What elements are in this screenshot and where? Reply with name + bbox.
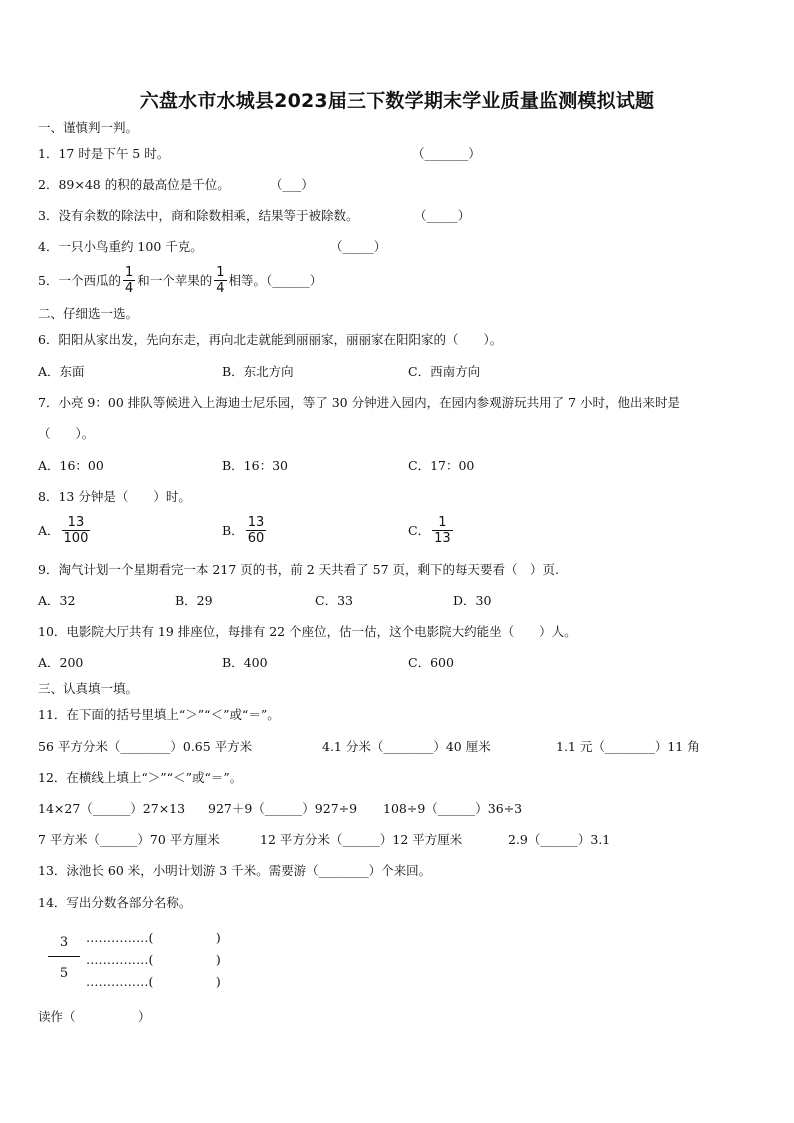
option-label: A．	[38, 522, 60, 538]
question-12-row2-item1[interactable]: 7 平方米（______）70 平方厘米	[38, 832, 220, 847]
question-11-item-2[interactable]: 4.1 分米（________）40 厘米	[322, 739, 491, 754]
fraction-numerator: 13	[247, 515, 265, 530]
question-7: 7．小亮 9：00 排队等候进入上海迪士尼乐园，等了 30 分钟进入园内，在园内参观游玩共用了 7 小时，他出来时是	[38, 395, 681, 410]
question-12-row1-item1[interactable]: 14×27（______）27×13	[38, 801, 186, 816]
question-7-option-a[interactable]: A．16：00	[38, 458, 104, 473]
option-label: B．	[222, 522, 244, 538]
fraction-one-quarter-b	[214, 266, 226, 297]
fraction-numerator: 1	[216, 265, 225, 280]
fraction-numerator: 13	[67, 515, 85, 530]
fraction-numerator: 1	[438, 515, 447, 530]
question-7-option-c[interactable]: C．17：00	[408, 458, 475, 473]
fraction-denominator: 100	[63, 531, 89, 547]
question-10-option-a[interactable]: A．200	[38, 655, 84, 670]
fraction-bar	[48, 956, 80, 957]
question-14: 14．写出分数各部分名称。	[38, 895, 192, 910]
question-12-row2-item2[interactable]: 12 平方分米（______）12 平方厘米	[260, 832, 463, 847]
question-12-row2-item3[interactable]: 2.9（______）3.1	[508, 832, 611, 847]
question-8-option-a[interactable]	[38, 516, 92, 547]
question-10-option-b[interactable]: B．400	[222, 655, 268, 670]
option-label: C．	[408, 522, 431, 538]
question-1-blank[interactable]: （_______）	[412, 146, 481, 161]
question-5-post[interactable]: 相等。（______）	[228, 272, 323, 288]
fraction-denominator: 60	[247, 531, 265, 547]
section-heading-fill: 三、认真填一填。	[38, 681, 139, 696]
fraction-13-100	[62, 516, 91, 547]
question-12: 12．在横线上填上“＞”“＜”或“＝”。	[38, 770, 243, 785]
denominator-name-blank[interactable]: ……………( )	[86, 974, 221, 989]
fraction-numerator: 3	[59, 935, 69, 950]
fraction-numerator: 1	[124, 265, 134, 280]
fraction-denominator: 4	[216, 281, 225, 297]
fraction-denominator: 13	[434, 531, 451, 547]
fraction-denominator: 4	[124, 281, 134, 297]
fraction-one-quarter-a	[123, 266, 135, 297]
question-3: 3．没有余数的除法中，商和除数相乘，结果等于被除数。	[38, 208, 359, 223]
question-8: 8．13 分钟是（ ）时。	[38, 489, 191, 504]
question-4-blank[interactable]: （_____）	[330, 239, 387, 254]
question-8-option-b[interactable]	[222, 516, 268, 547]
question-12-row1-item3[interactable]: 108÷9（______）36÷3	[383, 801, 523, 816]
question-13[interactable]: 13．泳池长 60 米，小明计划游 3 千米。需要游（________）个来回。	[38, 863, 432, 878]
question-1: 1．17 时是下午 5 时。	[38, 146, 170, 161]
question-9-option-b[interactable]: B．29	[175, 593, 213, 608]
question-5	[38, 266, 322, 297]
question-5-pre: 5．一个西瓜的	[38, 272, 121, 288]
question-11-item-3[interactable]: 1.1 元（________）11 角	[556, 739, 700, 754]
page-title: 六盘水市水城县2023届三下数学期末学业质量监测模拟试题	[139, 90, 655, 112]
question-7-blank[interactable]: （ ）。	[38, 426, 95, 441]
fraction-13-60	[246, 516, 267, 547]
question-10-option-c[interactable]: C．600	[408, 655, 454, 670]
question-4: 4．一只小鸟重约 100 千克。	[38, 239, 203, 254]
question-6-option-c[interactable]: C．西南方向	[408, 364, 481, 379]
question-9-option-c[interactable]: C．33	[315, 593, 353, 608]
question-6: 6．阳阳从家出发，先向东走，再向北走就能到丽丽家，丽丽家在阳阳家的（ ）。	[38, 332, 503, 347]
question-12-row1-item2[interactable]: 927＋9（______）927÷9	[208, 801, 358, 816]
question-11: 11．在下面的括号里填上“＞”“＜”或“＝”。	[38, 707, 280, 722]
question-9-option-d[interactable]: D．30	[453, 593, 492, 608]
question-11-item-1[interactable]: 56 平方分米（________）0.65 平方米	[38, 739, 253, 754]
question-3-blank[interactable]: （_____）	[414, 208, 471, 223]
section-heading-judge: 一、谨慎判一判。	[38, 120, 139, 135]
question-10: 10．电影院大厅共有 19 排座位，每排有 22 个座位，估一估，这个电影院大约能坐（ ）人。	[38, 624, 577, 639]
question-5-mid: 和一个苹果的	[137, 272, 213, 288]
question-2-blank[interactable]: （___）	[270, 177, 314, 192]
question-8-option-c[interactable]	[408, 516, 455, 547]
fraction-denominator: 5	[59, 966, 69, 981]
question-2: 2．89×48 的积的最高位是千位。	[38, 177, 230, 192]
fraction-1-13	[432, 516, 453, 547]
question-6-option-a[interactable]: A．东面	[38, 364, 85, 379]
read-as-blank[interactable]: 读作（ ）	[38, 1009, 151, 1024]
numerator-name-blank[interactable]: ……………( )	[86, 930, 221, 945]
section-heading-choose: 二、仔细选一选。	[38, 306, 139, 321]
question-6-option-b[interactable]: B．东北方向	[222, 364, 294, 379]
question-9: 9．淘气计划一个星期看完一本 217 页的书，前 2 天共看了 57 页，剩下的每天要看（ ）页.	[38, 562, 559, 577]
question-7-option-b[interactable]: B．16：30	[222, 458, 288, 473]
question-9-option-a[interactable]: A．32	[38, 593, 76, 608]
fraction-bar-name-blank[interactable]: ……………( )	[86, 952, 221, 967]
